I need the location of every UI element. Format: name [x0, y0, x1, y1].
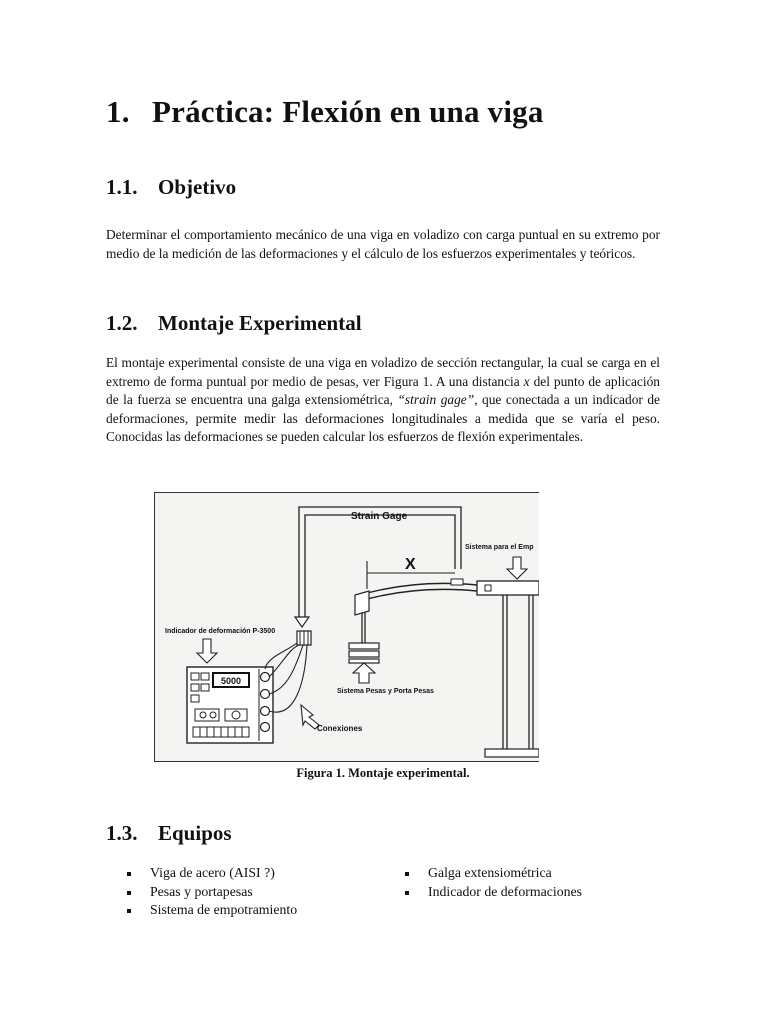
montaje-var-x: x [523, 373, 530, 389]
list-item: Pesas y portapesas [124, 883, 297, 902]
montaje-text-1: El montaje experimental consiste de una viga en voladizo de sección rectangular, la cual se carga en el extremo de forma puntual por medio de pesas, ver Figura 1. A una distancia [106, 355, 660, 389]
section-title: Montaje Experimental [158, 311, 362, 335]
objetivo-paragraph: Determinar el comportamiento mecánico de una viga en voladizo con carga puntual en su extremo por medio de la medición de las deformaciones y el cálculo de los esfuerzos experimentales y teóricos. [106, 227, 660, 261]
label-distance-x: X [405, 556, 416, 573]
title-number: 1. [106, 94, 130, 129]
terminal [261, 673, 270, 682]
figure-drawing [155, 493, 539, 761]
montaje-paragraph [106, 354, 660, 447]
arrow-down-icon [507, 557, 527, 579]
section-number: 1.3. [106, 821, 138, 845]
figure-montaje [154, 492, 539, 762]
gage-wire-inner [305, 515, 455, 617]
section-number: 1.2. [106, 311, 138, 335]
section-title: Objetivo [158, 175, 237, 199]
weight-2 [349, 651, 379, 657]
cable [265, 643, 297, 669]
terminal [261, 723, 270, 732]
load-clamp [355, 591, 369, 615]
label-sistema-emp: Sistema para el Emp [465, 544, 534, 551]
montaje-text-3: , que conectada a un indicador de deformaciones, permite medir las deformaciones longitudinales a medida que se varía el peso. Conocidas las deformaciones se pueden calcular los esfuerzos de flexión experimentales. [106, 392, 661, 445]
section-heading-montaje [106, 311, 362, 336]
wire-arrow-icon [295, 617, 309, 627]
equipos-list-col2 [402, 864, 582, 901]
cable [269, 645, 299, 677]
terminal [261, 690, 270, 699]
weight-1 [349, 643, 379, 649]
gage-sensor [451, 579, 463, 585]
list-item: Viga de acero (AISI ?) [124, 864, 297, 883]
indicator-display-value: 5000 [221, 676, 242, 686]
arrow-up-icon [353, 663, 375, 683]
figure-caption: Figura 1. Montaje experimental. [296, 766, 470, 780]
label-pesas: Sistema Pesas y Porta Pesas [337, 688, 434, 695]
section-heading-equipos [106, 821, 232, 846]
arrow-down-icon [197, 639, 217, 663]
gage-wire-outer [299, 507, 461, 617]
label-conexiones: Conexiones [317, 724, 363, 733]
list-item: Sistema de empotramiento [124, 901, 297, 920]
montaje-strain-gage: “strain gage” [397, 392, 475, 408]
list-item: Galga extensiométrica [402, 864, 582, 883]
label-indicador: Indicador de deformación P-3500 [165, 628, 276, 635]
label-strain-gage: Strain Gage [351, 511, 408, 522]
title-text: Práctica: Flexión en una viga [152, 94, 544, 129]
page-title [106, 94, 544, 130]
section-number: 1.1. [106, 175, 138, 199]
cable [269, 645, 303, 694]
terminal [261, 707, 270, 716]
montaje-text-2: del punto de aplicación de la fuerza se encuentra una galga extensiométrica, [106, 373, 660, 408]
section-title: Equipos [158, 821, 232, 845]
section-heading-objetivo [106, 175, 236, 200]
list-item: Indicador de deformaciones [402, 883, 582, 902]
equipos-list-col1 [124, 864, 297, 920]
